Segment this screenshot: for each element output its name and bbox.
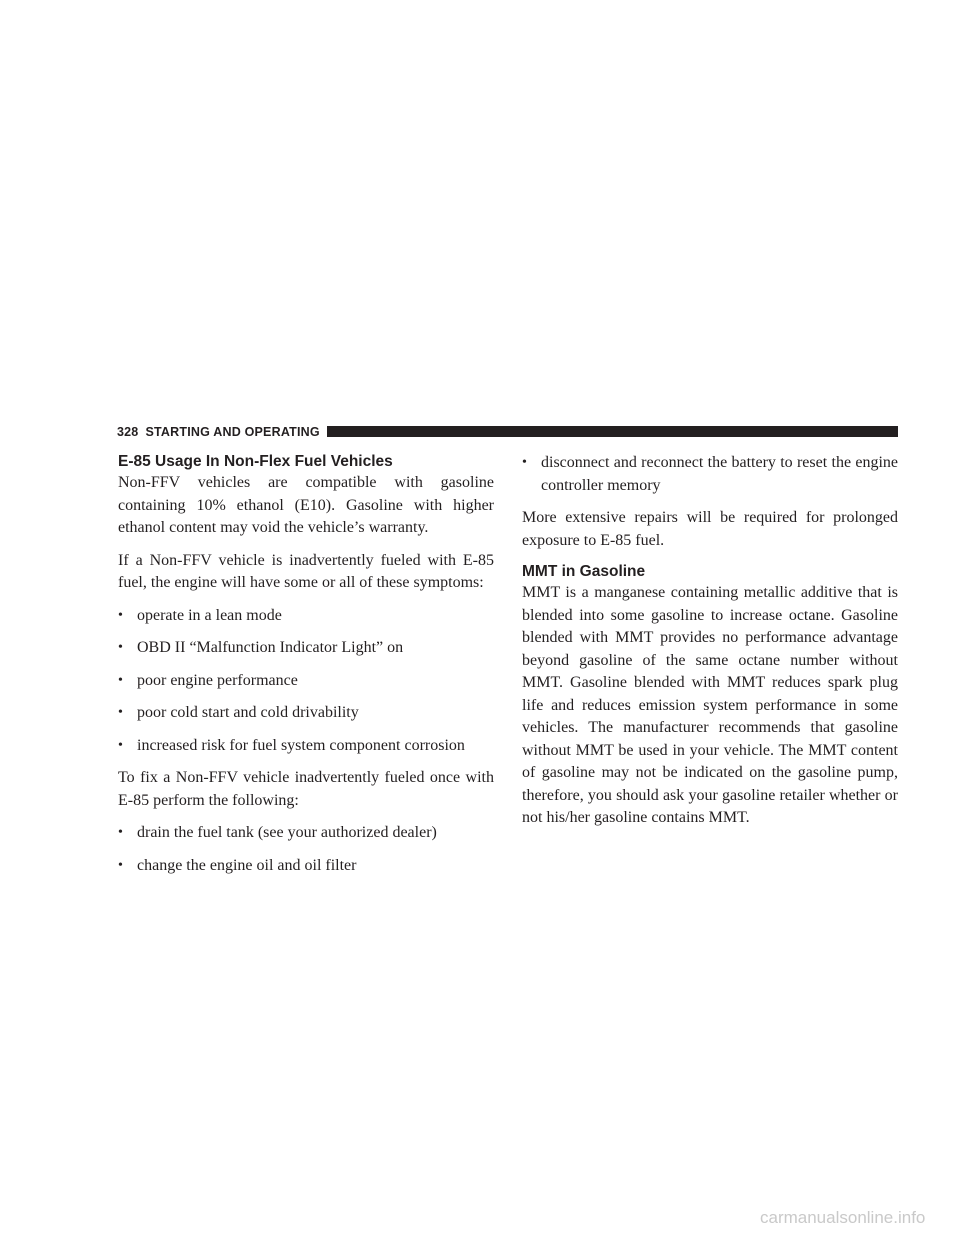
bullet-icon: • — [118, 672, 123, 688]
fix-procedure-intro: To fix a Non-FFV vehicle inadvertently fueled once with E-85 perform the following: — [118, 769, 494, 809]
list-item-text: disconnect and reconnect the battery to reset the engine controller memory — [541, 454, 898, 494]
list-item — [118, 735, 494, 758]
list-item — [118, 637, 494, 660]
bullet-icon: • — [118, 640, 123, 655]
repairs-paragraph: More extensive repairs will be required for prolonged exposure to E-85 fuel. — [522, 509, 898, 549]
list-item-text: poor cold start and cold drivability — [137, 704, 359, 721]
e85-symptoms-intro: If a Non-FFV vehicle is inadvertently fueled with E-85 fuel, the engine will have some or all of these symptoms: — [118, 551, 494, 591]
fix-step-list-continued — [522, 452, 898, 497]
page-number: 328 — [117, 424, 139, 439]
left-column — [118, 452, 494, 887]
page-header — [117, 424, 898, 439]
list-item-text: OBD II “Malfunction Indicator Light” on — [137, 639, 404, 656]
fix-step-list — [118, 822, 494, 877]
bullet-icon: • — [118, 857, 123, 873]
bullet-icon: • — [118, 825, 123, 840]
bullet-icon: • — [522, 455, 527, 470]
mmt-heading: MMT in Gasoline — [522, 563, 646, 580]
list-item — [118, 702, 494, 725]
list-item-text: poor engine performance — [137, 671, 298, 689]
list-item — [118, 855, 494, 878]
e85-heading: E-85 Usage In Non-Flex Fuel Vehicles — [118, 453, 393, 470]
list-item — [118, 670, 494, 693]
list-item — [522, 452, 898, 497]
mmt-paragraph: MMT is a manganese containing metallic additive that is blended into some gasoline to increase octane. Gasoline blended with MMT provides no performance advantage beyond gasoline of the same octane number without MMT. Gasoline blended with MMT reduces spark plug life and reduces emission system performance in some vehicles. The manufacturer recommends that gasoline without MMT be used in your vehicle. The MMT content of gasoline may not be indicated on the gasoline pump, therefore, you should ask your gasoline retailer whether or not his/her gasoline contains MMT. — [522, 584, 898, 826]
bullet-icon: • — [118, 607, 123, 623]
section-title: STARTING AND OPERATING — [145, 424, 320, 439]
list-item-text: drain the fuel tank (see your authorized dealer) — [137, 824, 437, 841]
list-item — [118, 605, 494, 628]
header-rule — [327, 426, 898, 437]
e85-intro-paragraph: Non-FFV vehicles are compatible with gasoline containing 10% ethanol (E10). Gasoline with higher ethanol content may void the vehicle’s warranty. — [118, 474, 494, 536]
symptom-list — [118, 605, 494, 758]
right-column — [522, 452, 898, 840]
bullet-icon: • — [118, 705, 123, 720]
list-item — [118, 822, 494, 845]
watermark-text: carmanualsonline.info — [760, 1208, 926, 1227]
list-item-text: operate in a lean mode — [137, 606, 282, 624]
list-item-text: change the engine oil and oil filter — [137, 856, 357, 874]
bullet-icon: • — [118, 737, 123, 753]
list-item-text: increased risk for fuel system component corrosion — [137, 736, 465, 754]
